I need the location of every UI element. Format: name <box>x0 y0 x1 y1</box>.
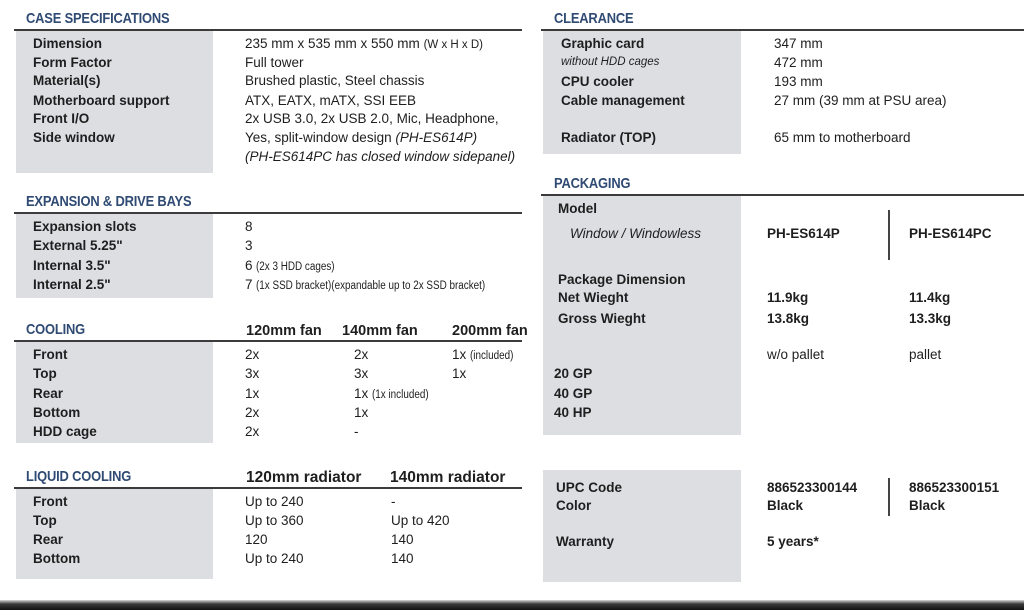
spec-value: 235 mm x 535 mm x 550 mm (W x H x D) <box>245 36 483 51</box>
upc-value: 886523300151 <box>909 480 1000 495</box>
liquid-value: Up to 360 <box>245 513 304 528</box>
liquid-value: 120 <box>245 532 268 547</box>
color-value: Black <box>909 498 946 513</box>
spec-label: Side window <box>33 130 115 145</box>
spec-value: ATX, EATX, mATX, SSI EEB <box>245 93 417 108</box>
spec-label: Material(s) <box>33 73 101 88</box>
section-title: CLEARANCE <box>554 10 634 27</box>
liquid-label: Rear <box>33 532 64 547</box>
cooling-value: 2x <box>245 424 260 439</box>
model-name: PH-ES614PC <box>909 226 992 241</box>
clearance-label: Graphic card <box>561 36 645 51</box>
spec-value: 3 <box>245 238 253 253</box>
spec-value-note: (PH-ES614PC has closed window sidepanel) <box>245 149 516 164</box>
column-separator <box>888 210 890 260</box>
cooling-value: 1x <box>354 405 369 420</box>
liquid-label: Bottom <box>33 551 81 566</box>
container-label: 40 HP <box>554 405 592 420</box>
clearance-value: 65 mm to motherboard <box>774 130 911 145</box>
column-header: 200mm fan <box>452 323 528 339</box>
spec-value: 7 (1x SSD bracket)(expandable up to 2x SSD bracket) <box>245 277 486 292</box>
clearance-value: 193 mm <box>774 74 823 89</box>
container-label: 20 GP <box>554 366 593 381</box>
cooling-label: Bottom <box>33 405 81 420</box>
cooling-label: Rear <box>33 386 64 401</box>
model-label: Model <box>558 201 597 216</box>
liquid-label: Front <box>33 494 68 509</box>
upc-value: 886523300144 <box>767 480 858 495</box>
color-label: Color <box>556 498 592 513</box>
column-separator <box>888 478 890 516</box>
section-title: CASE SPECIFICATIONS <box>26 10 170 27</box>
clearance-label: Cable management <box>561 93 685 108</box>
clearance-value: 27 mm (39 mm at PSU area) <box>774 93 947 108</box>
section-title: EXPANSION & DRIVE BAYS <box>26 193 192 210</box>
cooling-label: Top <box>33 366 57 381</box>
model-name: PH-ES614P <box>767 226 840 241</box>
column-header: 140mm fan <box>342 323 418 339</box>
cooling-label: HDD cage <box>33 424 97 439</box>
clearance-value: 347 mm <box>774 36 823 51</box>
cooling-value: 1x <box>245 386 260 401</box>
pallet-column: w/o pallet <box>767 347 825 362</box>
spec-value: 8 <box>245 219 253 234</box>
cooling-value: - <box>354 424 359 439</box>
column-header: 140mm radiator <box>390 469 506 486</box>
bottom-bar <box>0 600 1024 610</box>
package-dimension-label: Package Dimension <box>558 272 686 287</box>
clearance-label: Radiator (TOP) <box>561 130 657 145</box>
cooling-value: 3x <box>245 366 260 381</box>
cooling-value: 2x <box>354 347 369 362</box>
container-label: 40 GP <box>554 386 593 401</box>
spec-label: Expansion slots <box>33 219 137 234</box>
spec-label: External 5.25" <box>33 238 123 253</box>
column-header: 120mm fan <box>246 323 322 339</box>
upc-label: UPC Code <box>556 480 623 495</box>
gross-weight-label: Gross Wieght <box>558 311 646 326</box>
spec-label: Motherboard support <box>33 93 170 108</box>
cooling-label: Front <box>33 347 68 362</box>
cooling-value: 3x <box>354 366 369 381</box>
net-weight-value: 11.9kg <box>767 290 809 305</box>
cooling-value: 2x <box>245 405 260 420</box>
spec-value: 2x USB 3.0, 2x USB 2.0, Mic, Headphone, <box>245 111 499 126</box>
liquid-value: 140 <box>391 551 414 566</box>
column-header: 120mm radiator <box>246 469 362 486</box>
spec-value: Full tower <box>245 55 304 70</box>
clearance-value: 472 mm <box>774 55 823 70</box>
spec-label: Internal 3.5" <box>33 258 111 273</box>
cooling-value: 1x (included) <box>452 347 514 362</box>
model-sub-label: Window / Windowless <box>570 226 702 241</box>
section-title: COOLING <box>26 321 86 338</box>
warranty-label: Warranty <box>556 534 615 549</box>
net-weight-value: 11.4kg <box>909 290 951 305</box>
net-weight-label: Net Wieght <box>558 290 629 305</box>
spec-label: Internal 2.5" <box>33 277 111 292</box>
spec-value: 6 (2x 3 HDD cages) <box>245 258 335 273</box>
liquid-value: Up to 240 <box>245 551 304 566</box>
cooling-value: 2x <box>245 347 260 362</box>
pallet-column: pallet <box>909 347 942 362</box>
gross-weight-value: 13.8kg <box>767 311 810 326</box>
cooling-value: 1x (1x included) <box>354 386 429 401</box>
section-title: LIQUID COOLING <box>26 468 132 485</box>
liquid-value: Up to 420 <box>391 513 450 528</box>
spec-label: Dimension <box>33 36 103 51</box>
liquid-label: Top <box>33 513 57 528</box>
spec-value: Yes, split-window design (PH-ES614P) <box>245 130 478 145</box>
liquid-value: 140 <box>391 532 414 547</box>
color-value: Black <box>767 498 804 513</box>
liquid-value: Up to 240 <box>245 494 304 509</box>
cooling-value: 1x <box>452 366 467 381</box>
clearance-label: CPU cooler <box>561 74 634 89</box>
section-title: PACKAGING <box>554 175 631 192</box>
liquid-value: - <box>391 494 396 509</box>
spec-label: Form Factor <box>33 55 112 70</box>
warranty-value: 5 years* <box>767 534 819 549</box>
gross-weight-value: 13.3kg <box>909 311 952 326</box>
spec-value: Brushed plastic, Steel chassis <box>245 73 425 88</box>
spec-label: Front I/O <box>33 111 90 126</box>
clearance-label: without HDD cages <box>561 56 660 68</box>
